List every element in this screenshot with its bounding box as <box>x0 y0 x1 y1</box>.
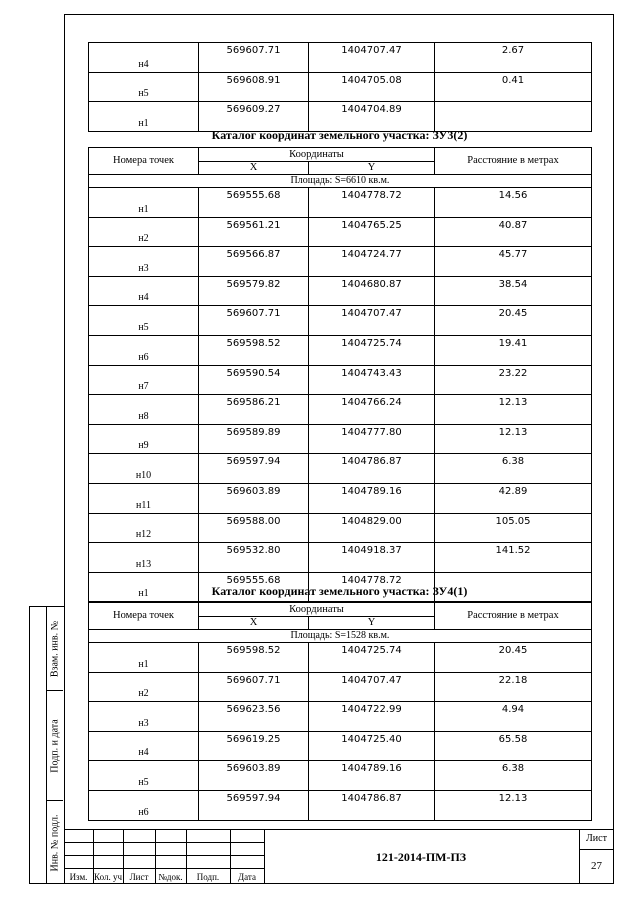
area-row: Площадь: S=1528 кв.м. <box>89 630 592 643</box>
coord-y: 1404704.89 <box>309 102 435 132</box>
coord-x: 569586.21 <box>199 395 309 425</box>
distance: 6.38 <box>435 454 592 484</box>
coord-x: 569609.27 <box>199 102 309 132</box>
distance: 14.56 <box>435 188 592 218</box>
table-row <box>89 513 592 543</box>
header-x: X <box>199 162 309 175</box>
coord-x: 569597.94 <box>199 454 309 484</box>
table-row <box>89 102 592 132</box>
header-coords: Координаты <box>199 603 435 617</box>
tb-list: Лист <box>129 872 149 882</box>
coord-x: 569555.68 <box>199 188 309 218</box>
distance: 0.41 <box>435 72 592 102</box>
coord-y: 1404743.43 <box>309 365 435 395</box>
point-name: н3 <box>89 247 199 277</box>
coord-y: 1404725.40 <box>309 731 435 761</box>
sheet-number: 27 <box>591 860 602 872</box>
coord-y: 1404789.16 <box>309 483 435 513</box>
distance: 23.22 <box>435 365 592 395</box>
point-name: н5 <box>89 306 199 336</box>
table-row <box>89 761 592 791</box>
distance: 42.89 <box>435 483 592 513</box>
table-row <box>89 731 592 761</box>
distance: 12.13 <box>435 395 592 425</box>
point-name: н2 <box>89 217 199 247</box>
header-points: Номера точек <box>89 148 199 175</box>
table-row <box>89 247 592 277</box>
distance: 141.52 <box>435 543 592 573</box>
header-dist: Расстояние в метрах <box>435 148 592 175</box>
table-row <box>89 188 592 218</box>
point-name: н6 <box>89 335 199 365</box>
side-stamp <box>46 606 64 884</box>
distance: 20.45 <box>435 643 592 673</box>
distance: 38.54 <box>435 276 592 306</box>
coord-x: 569588.00 <box>199 513 309 543</box>
distance: 19.41 <box>435 335 592 365</box>
header-points: Номера точек <box>89 603 199 630</box>
distance: 6.38 <box>435 761 592 791</box>
point-name: н1 <box>89 643 199 673</box>
point-name: н6 <box>89 790 199 820</box>
side-cell-vzam <box>47 607 63 691</box>
coord-y: 1404725.74 <box>309 643 435 673</box>
document-code: 121-2014-ПМ-ПЗ <box>375 850 467 864</box>
coord-x: 569561.21 <box>199 217 309 247</box>
tb-data: Дата <box>238 872 256 882</box>
coord-x: 569623.56 <box>199 702 309 732</box>
side-label-vzam: Взам. инв. № <box>49 620 61 677</box>
distance <box>435 102 592 132</box>
coord-x: 569579.82 <box>199 276 309 306</box>
coord-x: 569598.52 <box>199 335 309 365</box>
table-row <box>89 276 592 306</box>
coord-x: 569598.52 <box>199 643 309 673</box>
table-row <box>89 790 592 820</box>
sheet-label: Лист <box>586 833 607 844</box>
coord-x: 569603.89 <box>199 483 309 513</box>
table-row <box>89 43 592 73</box>
point-name: н8 <box>89 395 199 425</box>
header-dist: Расстояние в метрах <box>435 603 592 630</box>
coord-y: 1404777.80 <box>309 424 435 454</box>
coord-y: 1404725.74 <box>309 335 435 365</box>
point-name: н13 <box>89 543 199 573</box>
tb-ndok: №док. <box>158 872 183 882</box>
catalog-title-zu3: Каталог координат земельного участка: ЗУ3(2) <box>211 128 468 142</box>
catalog-table-zu3 <box>88 147 592 602</box>
table-row <box>89 335 592 365</box>
distance: 65.58 <box>435 731 592 761</box>
table-row <box>89 543 592 573</box>
continuation-table <box>88 42 592 132</box>
coord-y: 1404724.77 <box>309 247 435 277</box>
table-row <box>89 672 592 702</box>
side-cell-podp <box>47 691 63 801</box>
point-name: н1 <box>89 572 199 602</box>
point-name: н11 <box>89 483 199 513</box>
coord-x: 569566.87 <box>199 247 309 277</box>
header-x: X <box>199 617 309 630</box>
coord-x: 569607.71 <box>199 43 309 73</box>
tb-izm: Изм. <box>69 872 88 882</box>
coord-y: 1404707.47 <box>309 43 435 73</box>
coord-y: 1404778.72 <box>309 188 435 218</box>
catalog-title-zu4: Каталог координат земельного участка: ЗУ4(1) <box>211 584 468 598</box>
side-cell-inv <box>47 801 63 885</box>
table-row <box>89 702 592 732</box>
table-row <box>89 395 592 425</box>
coord-x: 569607.71 <box>199 306 309 336</box>
coord-x: 569619.25 <box>199 731 309 761</box>
coord-x: 569555.68 <box>199 572 309 602</box>
coord-y: 1404707.47 <box>309 306 435 336</box>
distance: 20.45 <box>435 306 592 336</box>
coord-y: 1404680.87 <box>309 276 435 306</box>
point-name: н5 <box>89 72 199 102</box>
coord-y: 1404722.99 <box>309 702 435 732</box>
point-name: н2 <box>89 672 199 702</box>
coord-x: 569532.80 <box>199 543 309 573</box>
point-name: н12 <box>89 513 199 543</box>
coord-x: 569607.71 <box>199 672 309 702</box>
side-label-inv: Инв. № подл. <box>49 814 61 872</box>
point-name: н4 <box>89 731 199 761</box>
point-name: н3 <box>89 702 199 732</box>
coord-y: 1404705.08 <box>309 72 435 102</box>
point-name: н7 <box>89 365 199 395</box>
coord-x: 569608.91 <box>199 72 309 102</box>
side-label-podp: Подп. и дата <box>49 718 61 773</box>
coord-x: 569603.89 <box>199 761 309 791</box>
coord-y: 1404765.25 <box>309 217 435 247</box>
header-y: Y <box>309 162 435 175</box>
table-row <box>89 365 592 395</box>
tb-kol: Кол. уч <box>94 872 122 882</box>
table-row <box>89 217 592 247</box>
distance: 4.94 <box>435 702 592 732</box>
table-row <box>89 424 592 454</box>
coord-y: 1404786.87 <box>309 790 435 820</box>
coord-y: 1404918.37 <box>309 543 435 573</box>
distance: 105.05 <box>435 513 592 543</box>
distance: 2.67 <box>435 43 592 73</box>
table-row <box>89 483 592 513</box>
distance: 12.13 <box>435 790 592 820</box>
table-row <box>89 306 592 336</box>
distance: 45.77 <box>435 247 592 277</box>
coord-y: 1404789.16 <box>309 761 435 791</box>
point-name: н1 <box>89 188 199 218</box>
point-name: н10 <box>89 454 199 484</box>
table-row <box>89 72 592 102</box>
point-name: н9 <box>89 424 199 454</box>
point-name: н4 <box>89 276 199 306</box>
coord-y: 1404766.24 <box>309 395 435 425</box>
distance: 22.18 <box>435 672 592 702</box>
header-coords: Координаты <box>199 148 435 162</box>
point-name: н4 <box>89 43 199 73</box>
coord-x: 569597.94 <box>199 790 309 820</box>
coord-y: 1404786.87 <box>309 454 435 484</box>
coord-y: 1404707.47 <box>309 672 435 702</box>
distance: 40.87 <box>435 217 592 247</box>
table-row <box>89 454 592 484</box>
catalog-table-zu4 <box>88 602 592 821</box>
coord-x: 569590.54 <box>199 365 309 395</box>
coord-y: 1404829.00 <box>309 513 435 543</box>
tb-podp: Подп. <box>196 872 220 882</box>
distance: 12.13 <box>435 424 592 454</box>
coord-y: 1404778.72 <box>309 572 435 602</box>
title-block <box>64 829 614 884</box>
point-name: н5 <box>89 761 199 791</box>
area-row: Площадь: S=6610 кв.м. <box>89 175 592 188</box>
header-y: Y <box>309 617 435 630</box>
point-name: н1 <box>89 102 199 132</box>
table-row <box>89 643 592 673</box>
coord-x: 569589.89 <box>199 424 309 454</box>
